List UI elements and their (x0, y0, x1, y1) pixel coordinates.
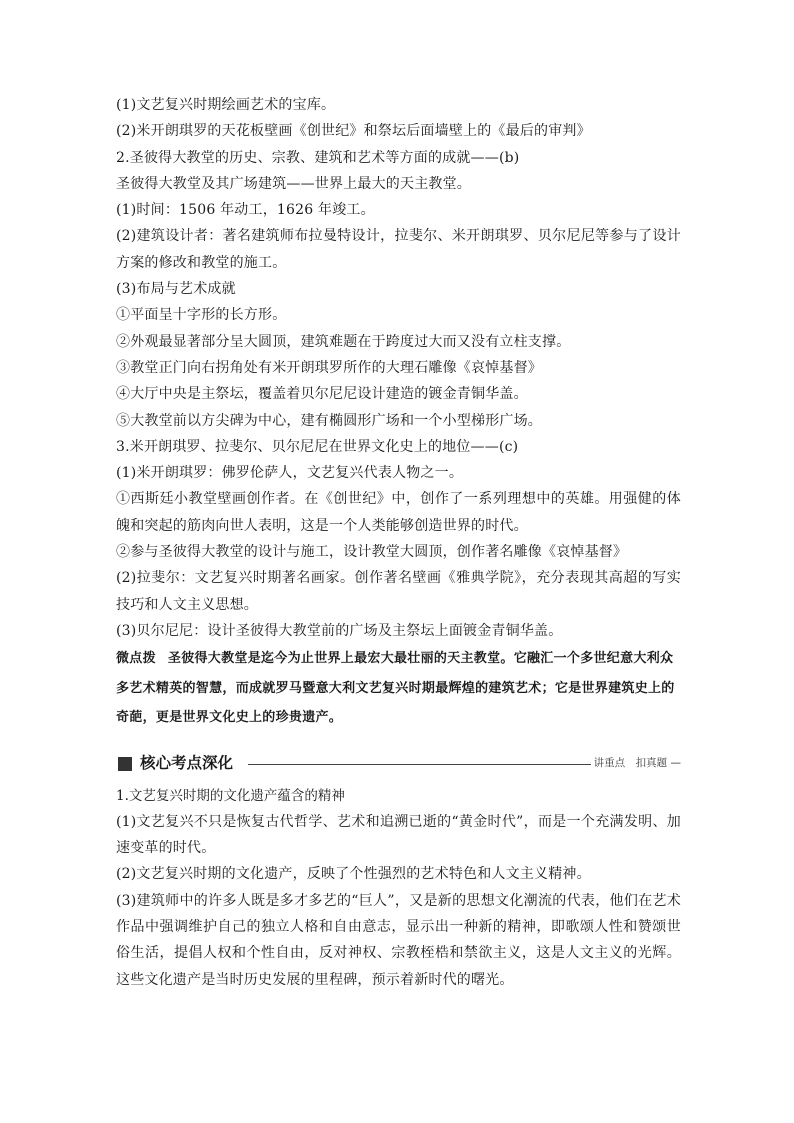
paragraph-1: (1)文艺复兴不只是恢复古代哲学、艺术和追溯已逝的“黄金时代”，而是一个充满发明、加速变革的时代。 (116, 813, 681, 857)
lafeier-paragraph: (2)拉斐尔：文艺复兴时期著名画家。创作著名壁画《雅典学院》，充分表现其高超的写实技巧和人文主义思想。 (116, 570, 681, 613)
text-line: ①平面呈十字形的长方形。 (116, 307, 287, 324)
text-line: (3)布局与艺术成就 (116, 281, 236, 298)
text-line: ③教堂正门向右拐角处有米开朗琪罗所作的大理石雕像《哀悼基督》 (116, 359, 542, 376)
xisiting-paragraph: ①西斯廷小教堂壁画创作者。在《创世纪》中，创作了一系列理想中的英雄。用强健的体魄和突起的筋肉向世人表明，这是一个人类能够创造世界的时代。 (116, 491, 681, 534)
section-divider (248, 764, 591, 765)
text-line: 圣彼得大教堂及其广场建筑——世界上最大的天主教堂。 (116, 175, 471, 192)
text-line: (1)时间：1506 年动工，1626 年竣工。 (116, 202, 375, 219)
section-header (116, 747, 681, 777)
section-square-icon (118, 757, 132, 771)
text-line: (1)米开朗琪罗：佛罗伦萨人，文艺复兴代表人物之一。 (116, 465, 464, 482)
tip-paragraph (116, 644, 681, 733)
document-content (116, 92, 681, 993)
text-line: ②外观最显著部分呈大圆顶，建筑难题在于跨度过大而又没有立柱支撑。 (116, 333, 571, 350)
heading-line: 2.圣彼得大教堂的历史、宗教、建筑和艺术等方面的成就——(b) (116, 149, 520, 166)
text-line: (3)贝尔尼尼：设计圣彼得大教堂前的广场及主祭坛上面镀金青铜华盖。 (116, 622, 563, 639)
paragraph-2: (2)文艺复兴时期的文化遗产，反映了个性强烈的艺术特色和人文主义精神。 (116, 866, 591, 883)
sub-heading: 1.文艺复兴时期的文化遗产蕴含的精神 (116, 787, 345, 804)
heading-line: 3.米开朗琪罗、拉斐尔、贝尔尼尼在世界文化史上的地位——(c) (116, 438, 519, 455)
tip-label: 微点拨 (116, 651, 156, 667)
designer-paragraph: (2)建筑设计者：著名建筑师布拉曼特设计，拉斐尔、米开朗琪罗、贝尔尼尼等参与了设计方案的修改和教堂的施工。 (116, 228, 681, 271)
text-line: ④大厅中央是主祭坛，覆盖着贝尔尼尼设计建造的镀金青铜华盖。 (116, 386, 528, 403)
text-line: ⑤大教堂前以方尖碑为中心，建有椭圆形广场和一个小型梯形广场。 (116, 412, 542, 429)
paragraph-3: (3)建筑师中的许多人既是多才多艺的“巨人”，又是新的思想文化潮流的代表，他们在艺术作品中强调维护自己的独立人格和自由意志，显示出一种新的精神，即歌颂人性和赞颂世俗生活，提倡人权和个性自由，反对神权、宗教桎梏和禁欲主义，这是人文主义的光辉。这些文化遗产是当时历史发展的里程碑，预示着新时代的曙光。 (116, 892, 681, 988)
section-title: 核心考点深化 (140, 753, 234, 772)
text-line: ②参与圣彼得大教堂的设计与施工，设计教堂大圆顶，创作著名雕像《哀悼基督》 (116, 544, 628, 561)
text-line: (1)文艺复兴时期绘画艺术的宝库。 (116, 97, 336, 113)
tip-text: 圣彼得大教堂是迄今为止世界上最宏大最壮丽的天主教堂。它融汇一个多世纪意大利众多艺术精英的智慧，而成就罗马暨意大利文艺复兴时期最辉煌的建筑艺术；它是世界建筑史上的奇葩，更是世界文化史上的珍贵遗产。 (116, 651, 675, 726)
text-line: (2)米开朗琪罗的天花板壁画《创世纪》和祭坛后面墙壁上的《最后的审判》 (116, 123, 591, 140)
section-subtitle: 讲重点 扣真题 — (593, 756, 681, 769)
